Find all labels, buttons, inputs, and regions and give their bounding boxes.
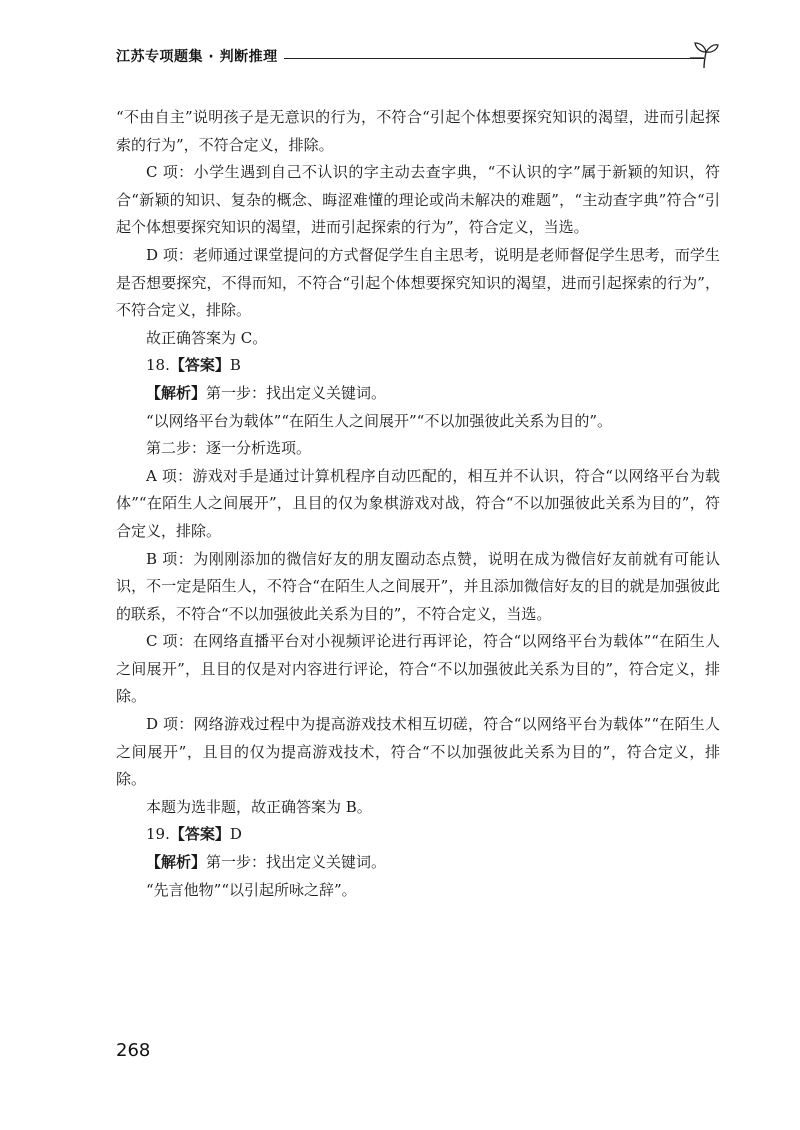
answer-label: 【答案】 [169,356,230,375]
q18-answer-line [116,352,720,380]
step-text: 第一步：找出定义关键词。 [206,383,387,402]
answer-value: B [229,356,241,375]
answer-label: 【答案】 [169,825,230,844]
answer-value: D [229,825,242,844]
q18-analysis-line [116,380,720,408]
option-b-analysis: B 项：为刚刚添加的微信好友的朋友圈动态点赞，说明在成为微信好友前就有可能认识，不一定是陌生人，不符合“在陌生人之间展开”，并且添加微信好友的目的就是加强彼此的联系，不符合“不以加强彼此关系为目的”，不符合定义，当选。 [116,549,720,623]
option-d-analysis: D 项：老师通过课堂提问的方式督促学生自主思考，说明是老师督促学生思考，而学生是否想要探究，不得而知，不符合“引起个体想要探究知识的渴望，进而引起探索的行为”，不符合定义，排除。 [116,245,720,320]
option-a-analysis: A 项：游戏对手是通过计算机程序自动匹配的，相互并不认识，符合“以网络平台为载体”“在陌生人之间展开”，且目的仅为象棋游戏对战，符合“不以加强彼此关系为目的”，符合定义，排除。 [116,466,720,540]
paragraph: “不由自主”说明孩子是无意识的行为，不符合“引起个体想要探究知识的渴望，进而引起探索的行为”，不符合定义，排除。 [116,108,720,154]
running-header [116,40,720,72]
header-title: 江苏专项题集 · 判断推理 [116,49,278,65]
question-number: 18. [146,356,170,375]
question-number: 19. [146,825,170,844]
header-rule [284,58,704,59]
option-c-analysis: C 项：小学生遇到自己不认识的字主动去查字典，“不认识的字”属于新颖的知识，符合“新颖的知识、复杂的概念、晦涩难懂的理论或尚未解决的难题”，“主动查字典”符合“引起个体想要探究知识的渴望，进而引起探索的行为”，符合定义，当选。 [116,163,720,237]
conclusion: 本题为选非题，故正确答案为 B。 [146,797,372,816]
q18-keywords: “以网络平台为载体”“在陌生人之间展开”“不以加强彼此关系为目的”。 [146,411,613,430]
page-body [116,104,720,904]
q19-answer-line [116,821,720,849]
conclusion: 故正确答案为 C。 [146,328,268,347]
q19-analysis-line [116,849,720,877]
q18-step2: 第二步：逐一分析选项。 [146,439,312,458]
q19-keywords: “先言他物”“以引起所咏之辞”。 [146,880,357,899]
analysis-label: 【解析】 [146,383,207,402]
option-c-analysis: C 项：在网络直播平台对小视频评论进行再评论，符合“以网络平台为载体”“在陌生人之间展开”，且目的仅是对内容进行评论，符合“不以加强彼此关系为目的”，符合定义，排除。 [116,632,720,706]
analysis-label: 【解析】 [146,853,207,872]
step-text: 第一步：找出定义关键词。 [206,853,387,872]
sprout-icon [690,40,720,70]
option-d-analysis: D 项：网络游戏过程中为提高游戏技术相互切磋，符合“以网络平台为载体”“在陌生人之间展开”，且目的仅为提高游戏技术，符合“不以加强彼此关系为目的”，符合定义，排除。 [116,715,720,789]
page-number: 268 [116,1040,151,1061]
